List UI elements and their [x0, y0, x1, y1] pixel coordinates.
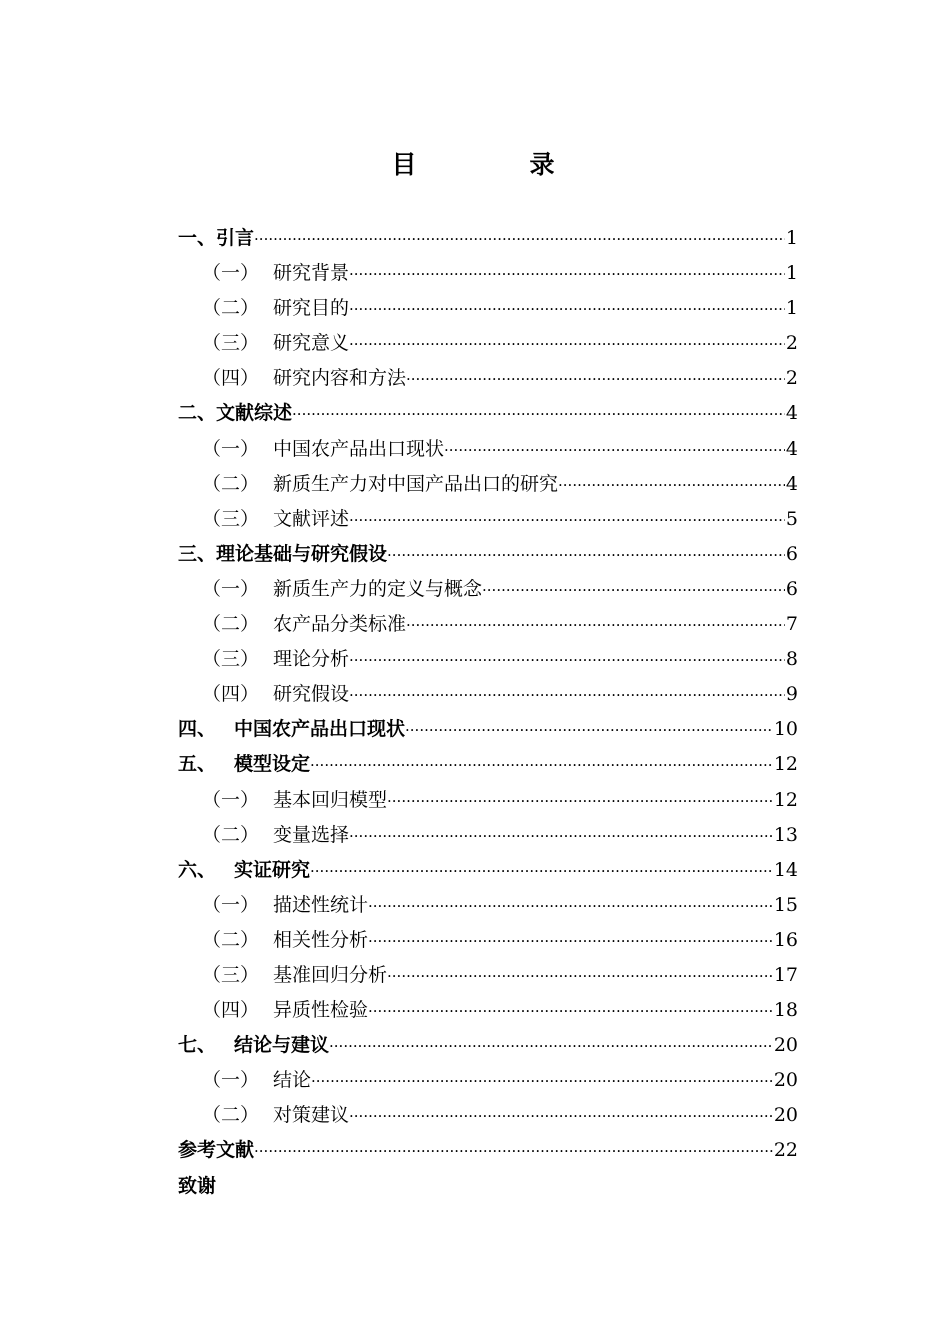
toc-entry-number: 五、 — [178, 753, 217, 776]
toc-dot-leader — [349, 643, 785, 678]
toc-entry-title: 实证研究 — [234, 858, 311, 881]
toc-page-number: 4 — [785, 437, 798, 460]
toc-section-entry[interactable] — [178, 958, 798, 993]
toc-dot-leader — [349, 819, 773, 854]
toc-page-number: 12 — [773, 753, 798, 776]
toc-dot-leader — [349, 503, 785, 538]
toc-dot-leader — [254, 1134, 773, 1169]
toc-page-number: 13 — [773, 823, 798, 846]
toc-page-number: 4 — [785, 402, 798, 425]
toc-entry-label — [178, 1028, 329, 1063]
toc-page-number: 5 — [785, 507, 798, 530]
toc-section-entry[interactable] — [178, 256, 798, 291]
toc-section-entry[interactable] — [178, 572, 798, 607]
toc-entry-label — [178, 853, 310, 888]
toc-entry-title: 理论基础与研究假设 — [216, 542, 388, 565]
toc-entry-label — [202, 291, 349, 326]
toc-entry-label — [178, 712, 405, 747]
toc-chapter-entry[interactable] — [178, 396, 798, 431]
toc-chapter-entry[interactable] — [178, 221, 798, 256]
toc-page-number: 12 — [773, 788, 798, 811]
toc-entry-label — [178, 1133, 254, 1168]
toc-dot-leader — [310, 748, 773, 783]
toc-chapter-entry[interactable] — [178, 1169, 798, 1204]
toc-entry-label — [178, 396, 292, 431]
toc-entry-number: （四） — [202, 683, 260, 706]
toc-dot-leader — [368, 994, 773, 1029]
toc-entry-title: 新质生产力的定义与概念 — [273, 577, 483, 600]
toc-entry-number: （一） — [202, 788, 260, 811]
toc-entry-label — [178, 1169, 216, 1204]
table-of-contents — [178, 221, 798, 1204]
toc-entry-number: （一） — [202, 437, 260, 460]
toc-section-entry[interactable] — [178, 502, 798, 537]
toc-entry-title: 研究意义 — [273, 332, 350, 355]
toc-section-entry[interactable] — [178, 607, 798, 642]
toc-entry-number: （三） — [202, 648, 260, 671]
toc-page-number: 4 — [785, 472, 798, 495]
toc-section-entry[interactable] — [178, 888, 798, 923]
toc-chapter-entry[interactable] — [178, 853, 798, 888]
toc-dot-leader — [292, 397, 785, 432]
toc-entry-label — [202, 818, 349, 853]
toc-entry-label — [202, 326, 349, 361]
toc-section-entry[interactable] — [178, 326, 798, 361]
toc-page-number: 6 — [785, 577, 798, 600]
toc-section-entry[interactable] — [178, 432, 798, 467]
toc-dot-leader — [368, 889, 773, 924]
toc-entry-number: （三） — [202, 507, 260, 530]
toc-entry-label — [202, 432, 444, 467]
toc-entry-title: 结论与建议 — [234, 1034, 330, 1057]
toc-entry-label — [202, 1098, 349, 1133]
toc-dot-leader — [349, 257, 785, 292]
toc-section-entry[interactable] — [178, 467, 798, 502]
toc-entry-label — [178, 747, 310, 782]
toc-section-entry[interactable] — [178, 677, 798, 712]
toc-section-entry[interactable] — [178, 993, 798, 1028]
toc-entry-number: 三、 — [178, 542, 217, 565]
toc-page-number: 10 — [773, 718, 798, 741]
toc-entry-title: 致谢 — [178, 1174, 217, 1197]
toc-dot-leader — [349, 1099, 773, 1134]
toc-entry-number: （四） — [202, 367, 260, 390]
toc-dot-leader — [387, 959, 773, 994]
toc-dot-leader — [558, 468, 785, 503]
toc-page-number: 14 — [773, 858, 798, 881]
toc-section-entry[interactable] — [178, 818, 798, 853]
toc-entry-number: （四） — [202, 999, 260, 1022]
toc-section-entry[interactable] — [178, 1063, 798, 1098]
toc-entry-title: 异质性检验 — [273, 999, 369, 1022]
toc-chapter-entry[interactable] — [178, 747, 798, 782]
toc-entry-title: 基准回归分析 — [273, 963, 388, 986]
toc-page-number: 6 — [785, 542, 798, 565]
toc-page-number: 20 — [773, 1104, 798, 1127]
toc-entry-title: 参考文献 — [178, 1139, 255, 1162]
toc-dot-leader — [368, 924, 773, 959]
toc-section-entry[interactable] — [178, 642, 798, 677]
toc-entry-title: 结论 — [273, 1069, 312, 1092]
toc-entry-title: 研究目的 — [273, 297, 350, 320]
toc-dot-leader — [349, 327, 785, 362]
toc-page-number: 17 — [773, 963, 798, 986]
toc-page-number: 20 — [773, 1034, 798, 1057]
toc-entry-title: 变量选择 — [273, 823, 350, 846]
toc-section-entry[interactable] — [178, 361, 798, 396]
toc-entry-title: 研究背景 — [273, 262, 350, 285]
toc-dot-leader — [405, 713, 773, 748]
toc-entry-number: 二、 — [178, 402, 217, 425]
toc-entry-label — [202, 958, 387, 993]
toc-entry-title: 引言 — [216, 227, 255, 249]
toc-entry-label — [202, 502, 349, 537]
toc-dot-leader — [482, 573, 785, 608]
toc-entry-label — [202, 607, 406, 642]
toc-entry-title: 文献综述 — [216, 402, 293, 425]
toc-entry-number: （三） — [202, 332, 260, 355]
toc-entry-number: 七、 — [178, 1034, 217, 1057]
toc-entry-number: （二） — [202, 297, 260, 320]
toc-page-number: 8 — [785, 648, 798, 671]
toc-dot-leader — [310, 854, 773, 889]
toc-chapter-entry[interactable] — [178, 712, 798, 747]
toc-page-number: 2 — [785, 367, 798, 390]
toc-entry-number: （一） — [202, 577, 260, 600]
toc-entry-title: 描述性统计 — [273, 893, 369, 916]
toc-entry-label — [202, 572, 482, 607]
toc-entry-number: （三） — [202, 963, 260, 986]
toc-entry-title: 研究内容和方法 — [273, 367, 407, 390]
toc-entry-title: 文献评述 — [273, 507, 350, 530]
toc-entry-number: （二） — [202, 472, 260, 495]
toc-entry-title: 对策建议 — [273, 1104, 350, 1127]
toc-dot-leader — [254, 222, 785, 257]
toc-entry-label — [178, 221, 254, 256]
toc-dot-leader — [387, 784, 773, 819]
toc-entry-title: 新质生产力对中国产品出口的研究 — [273, 472, 559, 495]
toc-page-number: 22 — [773, 1139, 798, 1162]
toc-entry-title: 中国农产品出口现状 — [234, 718, 406, 741]
toc-section-entry[interactable] — [178, 1098, 798, 1133]
toc-chapter-entry[interactable] — [178, 537, 798, 572]
toc-entry-label — [202, 1063, 311, 1098]
toc-page-number: 1 — [785, 262, 798, 285]
toc-entry-label — [202, 256, 349, 291]
page-title: 目 录 — [391, 150, 599, 179]
toc-entry-title: 基本回归模型 — [273, 788, 388, 811]
toc-section-entry[interactable] — [178, 291, 798, 326]
toc-entry-label — [202, 923, 368, 958]
toc-dot-leader — [406, 362, 785, 397]
toc-page-number: 1 — [785, 227, 798, 249]
toc-entry-number: （一） — [202, 262, 260, 285]
toc-page-number: 20 — [773, 1069, 798, 1092]
toc-section-entry[interactable] — [178, 923, 798, 958]
toc-dot-leader — [349, 678, 785, 713]
toc-page-number: 18 — [773, 999, 798, 1022]
toc-dot-leader — [406, 608, 785, 643]
toc-entry-title: 农产品分类标准 — [273, 613, 407, 636]
toc-entry-title: 理论分析 — [273, 648, 350, 671]
toc-entry-label — [202, 467, 558, 502]
toc-page-number: 16 — [773, 928, 798, 951]
toc-page-number: 1 — [785, 297, 798, 320]
toc-dot-leader — [311, 1064, 773, 1099]
toc-page-number: 9 — [785, 683, 798, 706]
toc-entry-number: （一） — [202, 1069, 260, 1092]
toc-chapter-entry[interactable] — [178, 1133, 798, 1168]
toc-entry-number: 六、 — [178, 858, 217, 881]
toc-entry-number: （二） — [202, 823, 260, 846]
toc-page-number: 15 — [773, 893, 798, 916]
toc-entry-title: 模型设定 — [234, 753, 311, 776]
toc-entry-title: 中国农产品出口现状 — [273, 437, 445, 460]
toc-entry-label — [202, 677, 349, 712]
toc-page-number: 7 — [785, 613, 798, 636]
toc-dot-leader — [329, 1029, 773, 1064]
toc-entry-label — [202, 361, 406, 396]
toc-dot-leader — [444, 433, 785, 468]
toc-entry-title: 研究假设 — [273, 683, 350, 706]
toc-dot-leader — [349, 292, 785, 327]
toc-entry-label — [202, 642, 349, 677]
toc-entry-label — [202, 783, 387, 818]
toc-entry-number: （二） — [202, 613, 260, 636]
toc-entry-number: 一、 — [178, 227, 217, 249]
toc-dot-leader — [387, 538, 785, 573]
toc-entry-title: 相关性分析 — [273, 928, 369, 951]
toc-entry-label — [202, 888, 368, 923]
toc-chapter-entry[interactable] — [178, 1028, 798, 1063]
toc-entry-number: （二） — [202, 1104, 260, 1127]
toc-entry-label — [178, 537, 387, 572]
toc-section-entry[interactable] — [178, 783, 798, 818]
toc-entry-number: 四、 — [178, 718, 217, 741]
toc-entry-number: （一） — [202, 893, 260, 916]
toc-page-number: 2 — [785, 332, 798, 355]
toc-entry-number: （二） — [202, 928, 260, 951]
toc-entry-label — [202, 993, 368, 1028]
